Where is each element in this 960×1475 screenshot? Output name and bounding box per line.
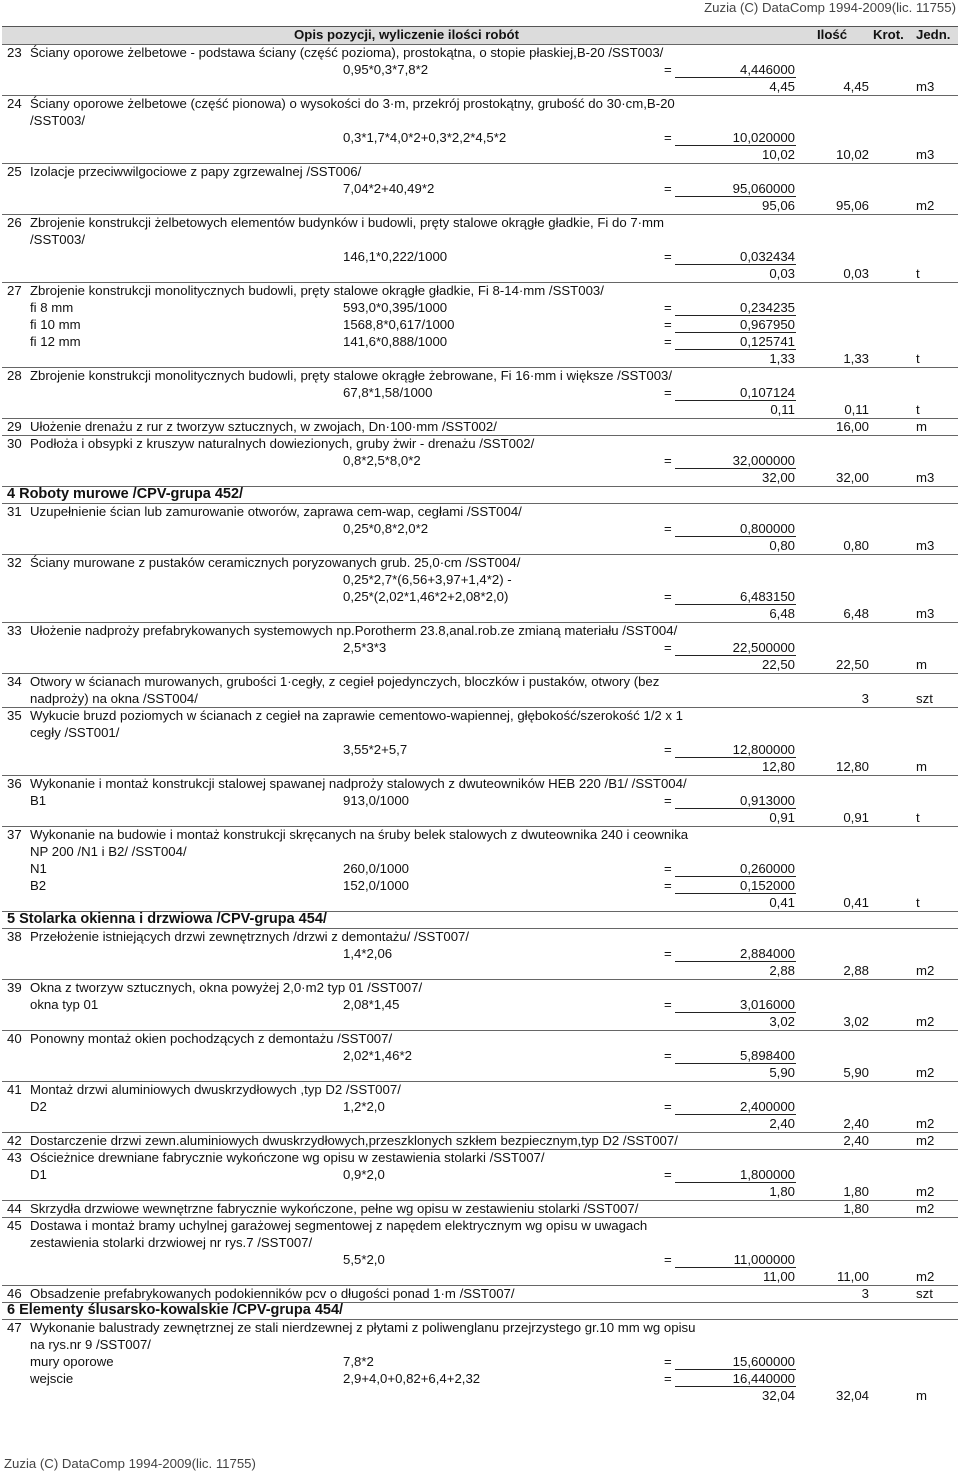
calc-formula: 0,95*0,3*7,8*2 — [343, 62, 429, 77]
item-number: 46 — [7, 1286, 22, 1301]
item-description: Wykonanie na budowie i montaż konstrukcji skręcanych na śruby belek stalowych z dwuteownika 240 i ceownika — [30, 827, 689, 842]
item-number: 23 — [7, 45, 22, 60]
calc-result: 15,600000 — [732, 1354, 795, 1369]
calc-formula: 593,0*0,395/1000 — [343, 300, 448, 315]
item-unit: m2 — [916, 1184, 935, 1199]
item-total: 4,45 — [769, 79, 795, 94]
item-quantity: 0,80 — [843, 538, 869, 553]
item-unit: m3 — [916, 79, 935, 94]
calc-formula: 2,02*1,46*2 — [343, 1048, 412, 1063]
item-quantity: 5,90 — [843, 1065, 869, 1080]
item-number: 47 — [7, 1320, 22, 1335]
calc-formula: 1568,8*0,617/1000 — [343, 317, 455, 332]
item-total: 0,80 — [769, 538, 795, 553]
item-unit: t — [916, 402, 920, 417]
calc-result: 6,483150 — [739, 589, 795, 604]
item-description: Wykucie bruzd poziomych w ścianach z cegieł na zaprawie cementowo-wapiennej, głębokość/szerokość 1/2 x 1 — [30, 708, 683, 723]
item-unit: m — [916, 759, 927, 774]
item-description: Obsadzenie prefabrykowanych podokienników pcv o długości ponad 1·m /SST007/ — [30, 1286, 515, 1301]
item-unit: m2 — [916, 1201, 935, 1216]
calc-formula: 146,1*0,222/1000 — [343, 249, 448, 264]
item-unit: m3 — [916, 147, 935, 162]
item-description: Skrzydła drzwiowe wewnętrzne fabrycznie wykończone, pełne wg opisu w zestawieniu stolarki /SST007/ — [30, 1201, 639, 1216]
item-quantity: 95,06 — [835, 198, 869, 213]
calc-result: 0,967950 — [739, 317, 795, 332]
item-number: 32 — [7, 555, 22, 570]
item-description: Izolacje przeciwwilgociowe z papy zgrzewalnej /SST006/ — [30, 164, 362, 179]
item-description: na rys.nr 9 /SST007/ — [30, 1337, 151, 1352]
calc-equals: = — [664, 1371, 672, 1386]
calc-equals: = — [664, 1354, 672, 1369]
calc-formula: 913,0/1000 — [343, 793, 410, 808]
calc-equals: = — [664, 130, 672, 145]
item-description: Ściany oporowe żelbetowe (część pionowa) o wysokości do 3·m, przekrój prostokątny, grubość do 30·cm,B-20 — [30, 96, 675, 111]
item-total: 32,04 — [761, 1388, 795, 1403]
item-quantity: 1,33 — [843, 351, 869, 366]
item-description: Ościeżnice drewniane fabrycznie wykończone wg opisu w zestawienia stolarki /SST007/ — [30, 1150, 545, 1165]
calc-result: 2,884000 — [739, 946, 795, 961]
calc-equals: = — [664, 385, 672, 400]
item-quantity: 4,45 — [843, 79, 869, 94]
calc-equals: = — [664, 521, 672, 536]
item-description: Uzupełnienie ścian lub zamurowanie otworów, zaprawa cem-wap, cegłami /SST004/ — [30, 504, 522, 519]
item-description: cegły /SST001/ — [30, 725, 120, 740]
item-total: 12,80 — [761, 759, 795, 774]
item-quantity: 32,00 — [835, 470, 869, 485]
item-quantity: 6,48 — [843, 606, 869, 621]
calc-label: fi 8 mm — [30, 300, 74, 315]
calc-formula: 0,25*(2,02*1,46*2+2,08*2,0) — [343, 589, 509, 604]
calc-equals: = — [664, 1252, 672, 1267]
calc-equals: = — [664, 1167, 672, 1182]
item-quantity: 2,40 — [843, 1116, 869, 1131]
calc-formula: 141,6*0,888/1000 — [343, 334, 448, 349]
item-quantity: 2,88 — [843, 963, 869, 978]
calc-label: B1 — [30, 793, 47, 808]
item-quantity: 3 — [861, 1286, 869, 1301]
calc-result: 12,800000 — [732, 742, 795, 757]
item-description: /SST003/ — [30, 232, 85, 247]
item-total: 1,80 — [769, 1184, 795, 1199]
calc-equals: = — [664, 878, 672, 893]
item-quantity: 16,00 — [835, 419, 869, 434]
item-total: 2,88 — [769, 963, 795, 978]
calc-result: 0,913000 — [739, 793, 795, 808]
calc-result: 16,440000 — [732, 1371, 795, 1386]
item-quantity: 3 — [861, 691, 869, 706]
item-number: 28 — [7, 368, 22, 383]
calc-equals: = — [664, 742, 672, 757]
item-unit: m2 — [916, 1116, 935, 1131]
item-description: Zbrojenie konstrukcji monolitycznych budowli, pręty stalowe okrągłe żebrowane, Fi 16·mm i większe /SST003/ — [30, 368, 673, 383]
item-number: 43 — [7, 1150, 22, 1165]
item-number: 30 — [7, 436, 22, 451]
calc-equals: = — [664, 1099, 672, 1114]
item-quantity: 32,04 — [835, 1388, 869, 1403]
item-unit: t — [916, 351, 920, 366]
item-unit: t — [916, 895, 920, 910]
calc-result: 5,898400 — [739, 1048, 795, 1063]
item-quantity: 10,02 — [835, 147, 869, 162]
item-description: /SST003/ — [30, 113, 85, 128]
item-description: Wykonanie balustrady zewnętrznej ze stali nierdzewnej z płytami z poliwenglanu przejrzystego gr.10 mm wg opisu — [30, 1320, 696, 1335]
item-unit: m3 — [916, 606, 935, 621]
item-number: 36 — [7, 776, 22, 791]
calc-result: 10,020000 — [732, 130, 795, 145]
calc-result: 0,800000 — [739, 521, 795, 536]
item-unit: m — [916, 657, 927, 672]
item-number: 38 — [7, 929, 22, 944]
item-unit: szt — [916, 1286, 933, 1301]
item-quantity: 0,03 — [843, 266, 869, 281]
item-description: zestawienia stolarki drzwiowej nr rys.7 /SST007/ — [30, 1235, 313, 1250]
item-number: 41 — [7, 1082, 22, 1097]
item-quantity: 2,40 — [843, 1133, 869, 1148]
item-description: Ściany oporowe żelbetowe - podstawa ściany (część pozioma), prostokątna, o stopie płaskiej,B-20 /SST003/ — [30, 45, 664, 60]
calc-formula: 0,8*2,5*8,0*2 — [343, 453, 421, 468]
calc-equals: = — [664, 62, 672, 77]
item-total: 0,41 — [769, 895, 795, 910]
calc-label: fi 10 mm — [30, 317, 81, 332]
header-quantity: Ilość — [817, 27, 848, 42]
calc-result: 4,446000 — [739, 62, 795, 77]
section-title: 4 Roboty murowe /CPV-grupa 452/ — [7, 486, 244, 502]
item-description: Zbrojenie konstrukcji monolitycznych budowli, pręty stalowe okrągłe gładkie, Fi 8-14·mm /SST003/ — [30, 283, 604, 298]
item-description: NP 200 /N1 i B2/ /SST004/ — [30, 844, 187, 859]
item-number: 39 — [7, 980, 22, 995]
calc-formula: 1,2*2,0 — [343, 1099, 385, 1114]
item-unit: m3 — [916, 470, 935, 485]
item-number: 31 — [7, 504, 22, 519]
calc-formula: 2,9+4,0+0,82+6,4+2,32 — [343, 1371, 481, 1386]
item-total: 0,11 — [770, 402, 795, 417]
item-number: 37 — [7, 827, 22, 842]
calc-formula: 5,5*2,0 — [343, 1252, 385, 1267]
calc-formula: 260,0/1000 — [343, 861, 410, 876]
calc-result: 2,400000 — [739, 1099, 795, 1114]
header-unit: Jedn. — [916, 27, 951, 42]
item-unit: m2 — [916, 1065, 935, 1080]
item-quantity: 3,02 — [843, 1014, 869, 1029]
item-description: Ściany murowane z pustaków ceramicznych poryzowanych grub. 25,0·cm /SST004/ — [30, 555, 521, 570]
item-number: 40 — [7, 1031, 22, 1046]
item-quantity: 1,80 — [843, 1201, 869, 1216]
item-description: Wykonanie i montaż konstrukcji stalowej spawanej nadproży stalowych z dwuteowników HEB 220 /B1/ /SST004/ — [30, 776, 687, 791]
item-number: 24 — [7, 96, 22, 111]
calc-equals: = — [664, 453, 672, 468]
item-description: Dostarczenie drzwi zewn.aluminiowych dwuskrzydłowych,przeszklonych szkłem bezpiecznym,typ D2 /SST007/ — [30, 1133, 678, 1148]
item-total: 32,00 — [761, 470, 795, 485]
item-description: Dostawa i montaż bramy uchylnej garażowej segmentowej z napędem elektrycznym wg opisu w uwagach — [30, 1218, 648, 1233]
item-quantity: 0,11 — [844, 402, 869, 417]
calc-label: okna typ 01 — [30, 997, 99, 1012]
item-total: 6,48 — [769, 606, 795, 621]
item-number: 34 — [7, 674, 22, 689]
calc-result: 11,000000 — [733, 1252, 795, 1267]
calc-equals: = — [664, 640, 672, 655]
calc-equals: = — [664, 334, 672, 349]
item-unit: m2 — [916, 1133, 935, 1148]
item-description: Ponowny montaż okien pochodzących z demontażu /SST007/ — [30, 1031, 393, 1046]
calc-equals: = — [664, 300, 672, 315]
calc-result: 3,016000 — [739, 997, 795, 1012]
item-number: 45 — [7, 1218, 22, 1233]
calc-formula: 0,9*2,0 — [343, 1167, 385, 1182]
item-unit: m2 — [916, 1269, 935, 1284]
item-quantity: 0,91 — [843, 810, 869, 825]
copyright-bottom: Zuzia (C) DataComp 1994-2009(lic. 11755) — [4, 1456, 256, 1471]
calc-formula: 2,5*3*3 — [343, 640, 387, 655]
item-number: 25 — [7, 164, 22, 179]
item-description: Przełożenie istniejących drzwi zewnętrznych /drzwi z demontażu/ /SST007/ — [30, 929, 470, 944]
calc-result: 0,107124 — [739, 385, 795, 400]
item-total: 10,02 — [761, 147, 795, 162]
calc-result: 0,152000 — [739, 878, 795, 893]
item-unit: m2 — [916, 963, 935, 978]
item-unit: m3 — [916, 538, 935, 553]
item-unit: t — [916, 266, 920, 281]
item-unit: m2 — [916, 198, 935, 213]
calc-formula: 0,25*2,7*(6,56+3,97+1,4*2) - — [343, 572, 512, 587]
calc-equals: = — [664, 181, 672, 196]
item-description: nadproży) na okna /SST004/ — [30, 691, 198, 706]
item-description: Okna z tworzyw sztucznych, okna powyżej 2,0·m2 typ 01 /SST007/ — [30, 980, 423, 995]
calc-formula: 0,25*0,8*2,0*2 — [343, 521, 429, 536]
calc-equals: = — [664, 997, 672, 1012]
item-total: 1,33 — [769, 351, 795, 366]
calc-formula: 1,4*2,06 — [343, 946, 393, 961]
calc-formula: 0,3*1,7*4,0*2+0,3*2,2*4,5*2 — [343, 130, 507, 145]
item-quantity: 11,00 — [836, 1269, 869, 1284]
calc-equals: = — [664, 946, 672, 961]
item-quantity: 12,80 — [835, 759, 869, 774]
item-total: 5,90 — [769, 1065, 795, 1080]
item-total: 95,06 — [761, 198, 795, 213]
calc-equals: = — [664, 249, 672, 264]
calc-formula: 152,0/1000 — [343, 878, 410, 893]
calc-equals: = — [664, 1048, 672, 1063]
item-unit: t — [916, 810, 920, 825]
item-unit: m2 — [916, 1014, 935, 1029]
header-description: Opis pozycji, wyliczenie ilości robót — [294, 27, 519, 42]
item-total: 0,03 — [769, 266, 795, 281]
section-title: 5 Stolarka okienna i drzwiowa /CPV-grupa 454/ — [7, 911, 327, 927]
calc-formula: 7,8*2 — [343, 1354, 374, 1369]
item-number: 29 — [7, 419, 22, 434]
item-number: 27 — [7, 283, 22, 298]
calc-label: N1 — [30, 861, 47, 876]
item-description: Podłoża i obsypki z kruszyw naturalnych dowiezionych, gruby żwir - drenażu /SST002/ — [30, 436, 535, 451]
item-number: 26 — [7, 215, 22, 230]
calc-formula: 2,08*1,45 — [343, 997, 400, 1012]
calc-result: 0,260000 — [739, 861, 795, 876]
calc-formula: 3,55*2+5,7 — [343, 742, 408, 757]
item-unit: m — [916, 419, 927, 434]
item-quantity: 0,41 — [843, 895, 869, 910]
calc-result: 0,125741 — [739, 334, 795, 349]
calc-formula: 7,04*2+40,49*2 — [343, 181, 435, 196]
section-title: 6 Elementy ślusarsko-kowalskie /CPV-grupa 454/ — [7, 1302, 344, 1318]
item-total: 3,02 — [769, 1014, 795, 1029]
calc-result: 0,234235 — [739, 300, 795, 315]
calc-result: 1,800000 — [739, 1167, 795, 1182]
item-description: Ułożenie drenażu z rur z tworzyw sztucznych, w zwojach, Dn·100·mm /SST002/ — [30, 419, 497, 434]
item-total: 0,91 — [769, 810, 795, 825]
item-total: 11,00 — [762, 1269, 795, 1284]
calc-label: fi 12 mm — [30, 334, 81, 349]
copyright-top: Zuzia (C) DataComp 1994-2009(lic. 11755) — [704, 0, 956, 15]
calc-label: wejscie — [30, 1371, 74, 1386]
calc-result: 95,060000 — [732, 181, 795, 196]
item-total: 2,40 — [769, 1116, 795, 1131]
calc-result: 32,000000 — [732, 453, 795, 468]
item-unit: m — [916, 1388, 927, 1403]
calc-equals: = — [664, 861, 672, 876]
header-multiplier: Krot. — [873, 27, 904, 42]
calc-result: 0,032434 — [739, 249, 795, 264]
calc-formula: 67,8*1,58/1000 — [343, 385, 433, 400]
item-description: Montaż drzwi aluminiowych dwuskrzydłowych ,typ D2 /SST007/ — [30, 1082, 401, 1097]
calc-equals: = — [664, 589, 672, 604]
item-description: Ułożenie nadproży prefabrykowanych systemowych np.Porotherm 23.8,anal.rob.ze zmianą materiału /SST004/ — [30, 623, 678, 638]
calc-equals: = — [664, 317, 672, 332]
calc-result: 22,500000 — [732, 640, 795, 655]
calc-equals: = — [664, 793, 672, 808]
item-number: 42 — [7, 1133, 22, 1148]
item-number: 35 — [7, 708, 22, 723]
item-unit: szt — [916, 691, 933, 706]
calc-label: D1 — [30, 1167, 47, 1182]
item-quantity: 22,50 — [835, 657, 869, 672]
item-number: 44 — [7, 1201, 22, 1216]
item-total: 22,50 — [761, 657, 795, 672]
item-quantity: 1,80 — [843, 1184, 869, 1199]
item-number: 33 — [7, 623, 22, 638]
item-description: Zbrojenie konstrukcji żelbetowych elementów budynków i budowli, pręty stalowe okrągłe gładkie, Fi do 7·mm — [30, 215, 665, 230]
calc-label: D2 — [30, 1099, 47, 1114]
calc-label: mury oporowe — [30, 1354, 114, 1369]
item-description: Otwory w ścianach murowanych, grubości 1·cegły, z cegieł pojedynczych, bloczków i pustaków, otwory (bez — [30, 674, 660, 689]
calc-label: B2 — [30, 878, 47, 893]
